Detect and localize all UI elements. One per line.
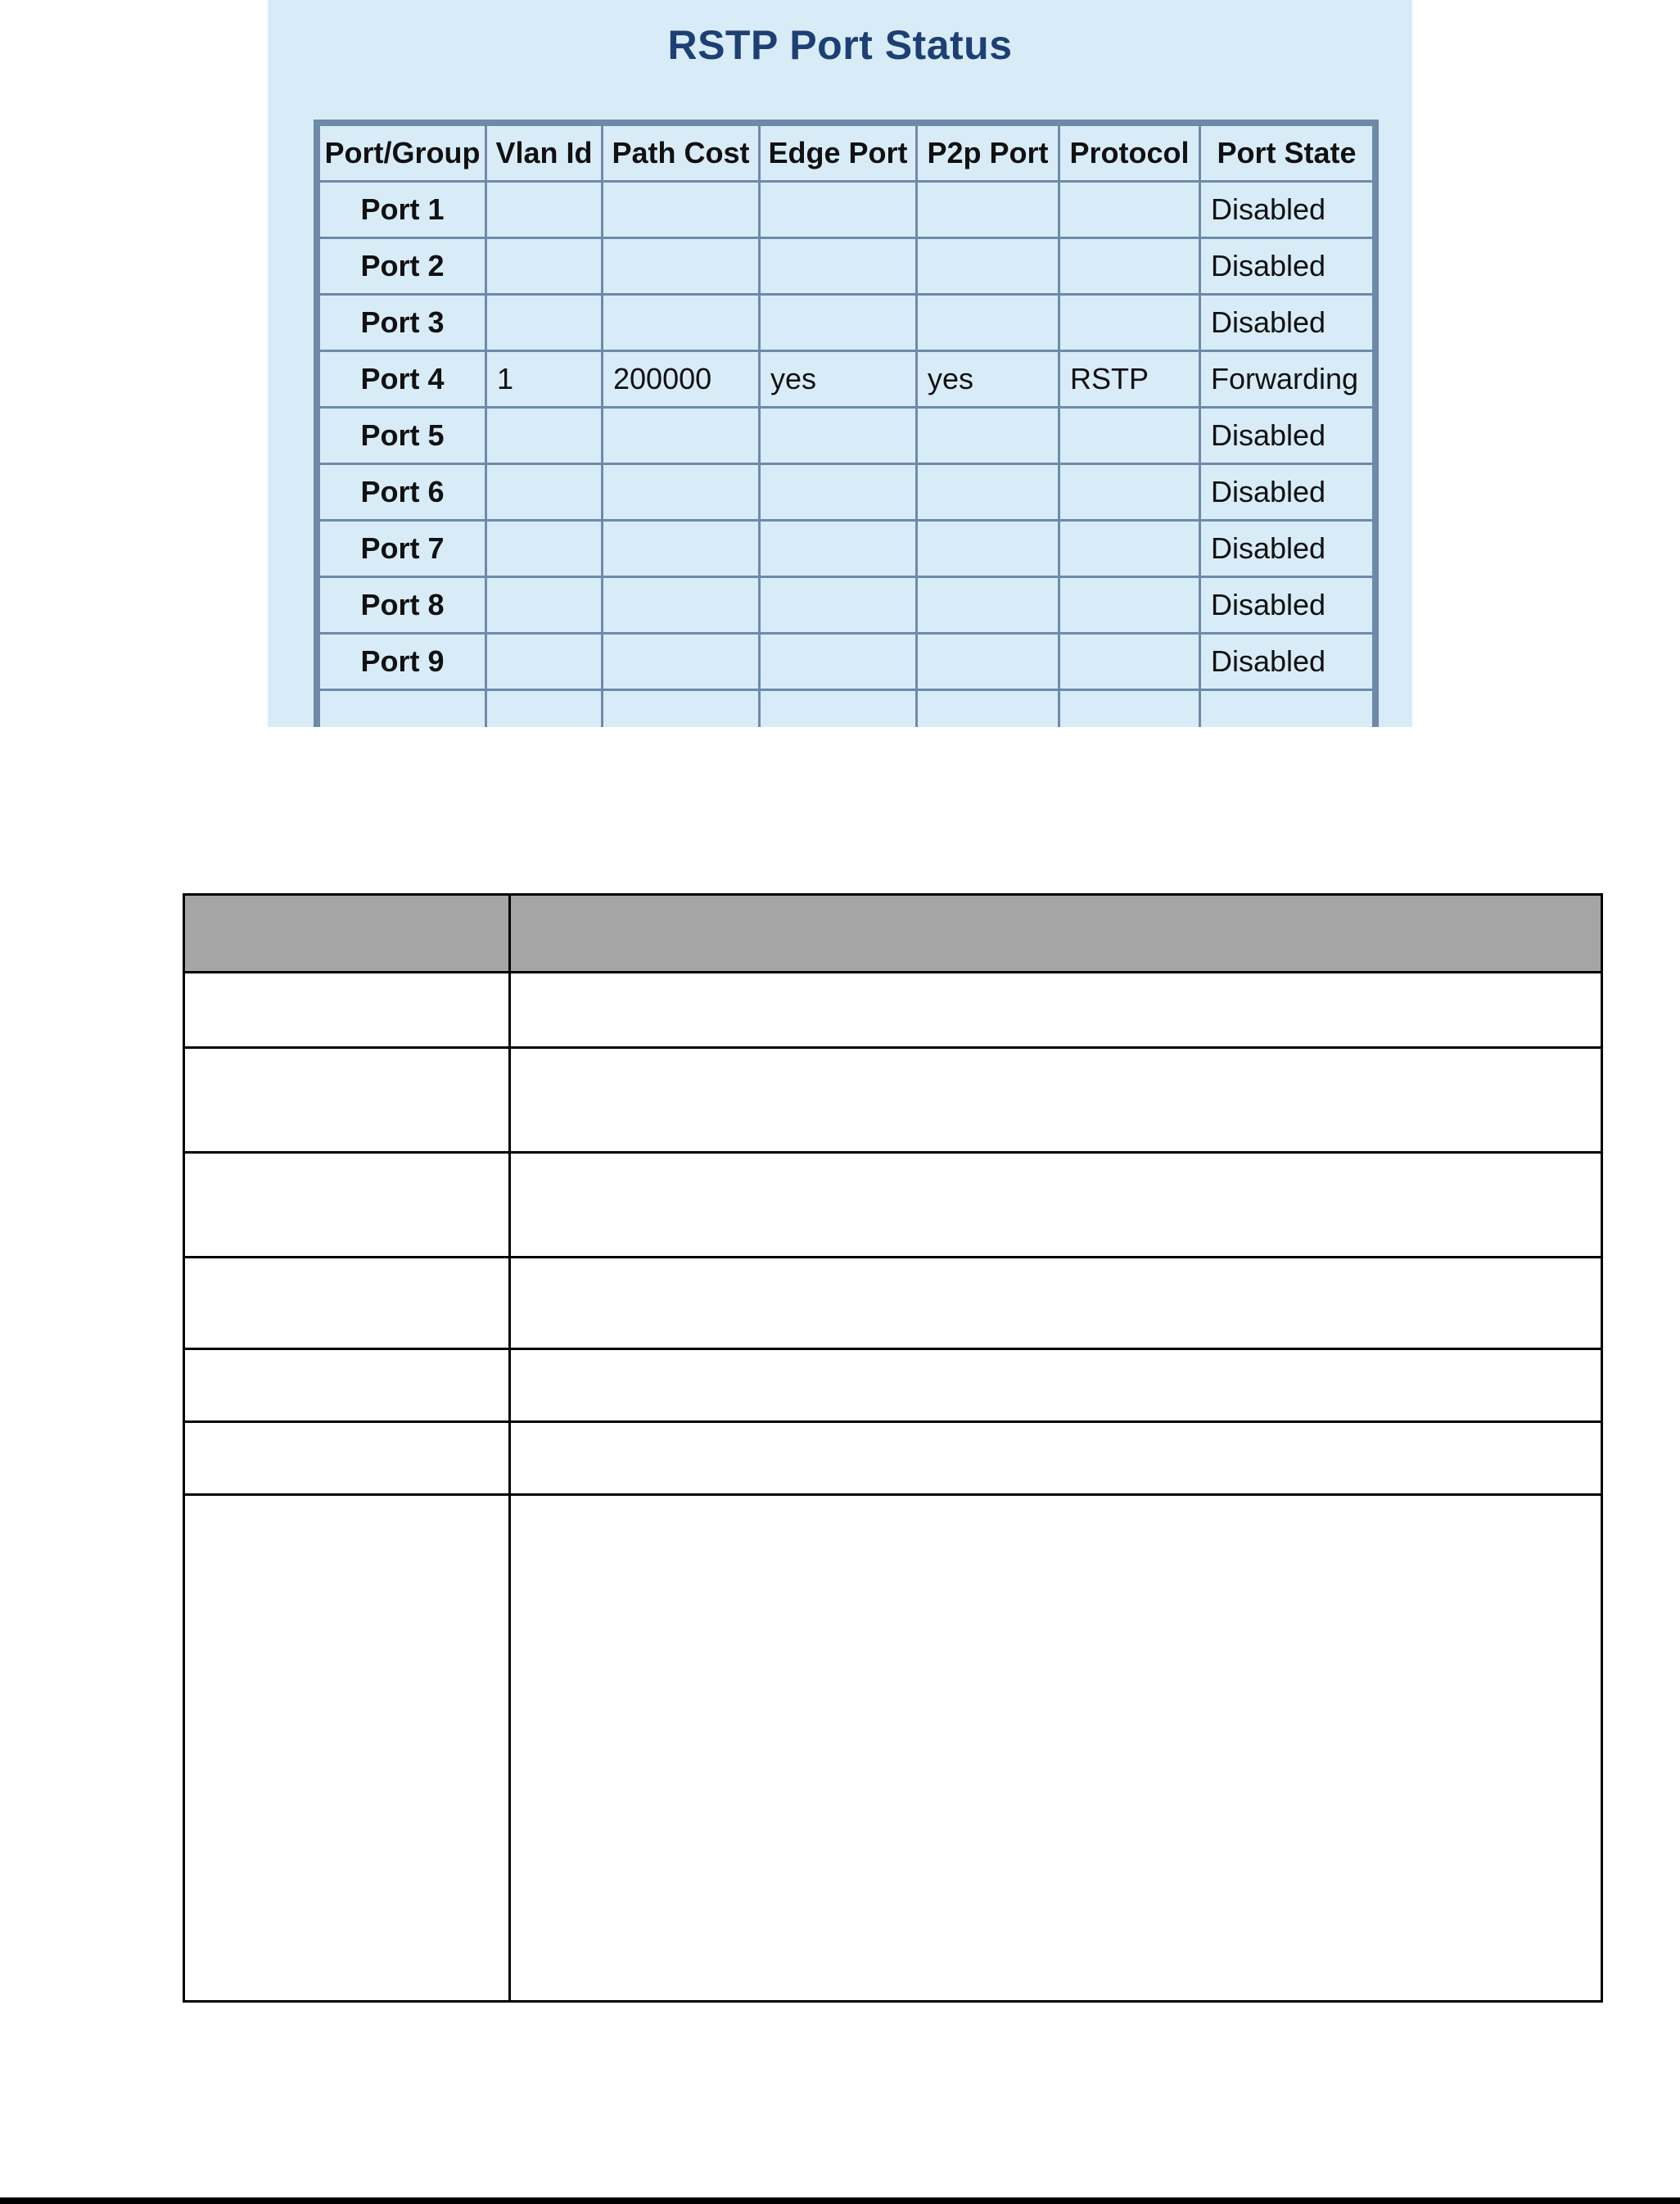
table-cell (917, 408, 1059, 464)
description-table (183, 893, 1603, 2003)
table-cell (917, 690, 1059, 728)
table-cell (917, 238, 1059, 295)
col-header-port-group: Port/Group (319, 125, 486, 182)
table-cell (486, 295, 603, 351)
table-header-row (319, 125, 1374, 182)
rstp-port-status-panel (268, 0, 1412, 727)
table-cell (486, 634, 603, 690)
port-name-cell: Port 7 (319, 521, 486, 577)
table-cell (603, 408, 760, 464)
table-cell (1059, 521, 1200, 577)
col-header-protocol: Protocol (1059, 125, 1200, 182)
table-cell: RSTP (1059, 351, 1200, 408)
description-text-cell (510, 973, 1602, 1048)
table-cell: Disabled (1200, 634, 1374, 690)
table-cell (917, 295, 1059, 351)
table-cell (760, 182, 917, 238)
table-cell (1059, 464, 1200, 521)
table-cell (486, 577, 603, 634)
col-header-path-cost: Path Cost (603, 125, 760, 182)
table-cell (917, 464, 1059, 521)
table-row (319, 464, 1374, 521)
port-status-table (318, 124, 1375, 727)
table-cell (760, 464, 917, 521)
description-header-description (510, 895, 1602, 973)
description-object-cell (184, 973, 510, 1048)
table-cell: 200000 (603, 351, 760, 408)
table-cell (1059, 577, 1200, 634)
col-header-port-state: Port State (1200, 125, 1374, 182)
table-cell (486, 238, 603, 295)
port-status-table-frame (314, 120, 1379, 727)
description-object-cell (184, 1495, 510, 2002)
table-cell (760, 521, 917, 577)
table-cell (486, 521, 603, 577)
table-cell (1059, 634, 1200, 690)
table-cell: 1 (486, 351, 603, 408)
table-cell: Disabled (1200, 182, 1374, 238)
description-row (184, 1495, 1602, 2002)
table-cell (760, 408, 917, 464)
table-cell: Disabled (1200, 295, 1374, 351)
table-cell (603, 182, 760, 238)
table-cell (486, 182, 603, 238)
table-row (319, 690, 1374, 728)
port-name-cell: Port 1 (319, 182, 486, 238)
port-name-cell: Port 9 (319, 634, 486, 690)
table-cell (917, 521, 1059, 577)
description-row (184, 973, 1602, 1048)
table-cell: yes (760, 351, 917, 408)
table-row (319, 182, 1374, 238)
table-row (319, 577, 1374, 634)
table-row (319, 295, 1374, 351)
table-cell (760, 634, 917, 690)
table-cell: Disabled (1200, 577, 1374, 634)
table-cell (603, 521, 760, 577)
col-header-vlan-id: Vlan Id (486, 125, 603, 182)
table-cell (486, 408, 603, 464)
description-text-cell (510, 1153, 1602, 1258)
table-cell (917, 577, 1059, 634)
col-header-p2p-port: P2p Port (917, 125, 1059, 182)
description-row (184, 1153, 1602, 1258)
table-cell: Disabled (1200, 238, 1374, 295)
footer-rule (0, 2197, 1680, 2204)
table-cell: Disabled (1200, 464, 1374, 521)
table-cell (1059, 295, 1200, 351)
description-object-cell (184, 1153, 510, 1258)
description-text-cell (510, 1048, 1602, 1153)
table-cell (1059, 690, 1200, 728)
table-row (319, 634, 1374, 690)
table-cell (603, 295, 760, 351)
table-cell (1059, 408, 1200, 464)
table-cell (760, 295, 917, 351)
col-header-edge-port: Edge Port (760, 125, 917, 182)
table-cell: yes (917, 351, 1059, 408)
description-text-cell (510, 1495, 1602, 2002)
table-cell (917, 182, 1059, 238)
table-cell (760, 577, 917, 634)
description-row (184, 1422, 1602, 1495)
description-text-cell (510, 1422, 1602, 1495)
description-row (184, 1258, 1602, 1349)
table-cell (1200, 690, 1374, 728)
description-text-cell (510, 1258, 1602, 1349)
port-name-cell: Port 8 (319, 577, 486, 634)
port-name-cell: Port 5 (319, 408, 486, 464)
table-cell: Disabled (1200, 521, 1374, 577)
table-row (319, 408, 1374, 464)
port-name-cell: Port 3 (319, 295, 486, 351)
description-header-object (184, 895, 510, 973)
description-object-cell (184, 1258, 510, 1349)
table-cell (1059, 238, 1200, 295)
port-name-cell: Port 4 (319, 351, 486, 408)
table-cell (603, 634, 760, 690)
table-cell (1059, 182, 1200, 238)
table-cell (603, 464, 760, 521)
port-name-cell: Port 2 (319, 238, 486, 295)
description-row (184, 1349, 1602, 1422)
table-row (319, 521, 1374, 577)
table-cell: Disabled (1200, 408, 1374, 464)
description-object-cell (184, 1349, 510, 1422)
table-cell (486, 464, 603, 521)
description-object-cell (184, 1048, 510, 1153)
table-cell (486, 690, 603, 728)
description-row (184, 1048, 1602, 1153)
page-title: RSTP Port Status (667, 22, 1013, 68)
table-cell (917, 634, 1059, 690)
table-cell (603, 238, 760, 295)
table-row (319, 351, 1374, 408)
table-cell (760, 690, 917, 728)
table-cell (603, 577, 760, 634)
description-text-cell (510, 1349, 1602, 1422)
table-cell (760, 238, 917, 295)
description-header-row (184, 895, 1602, 973)
table-row (319, 238, 1374, 295)
table-cell (603, 690, 760, 728)
port-name-cell: Port 6 (319, 464, 486, 521)
description-object-cell (184, 1422, 510, 1495)
port-name-cell (319, 690, 486, 728)
table-cell: Forwarding (1200, 351, 1374, 408)
